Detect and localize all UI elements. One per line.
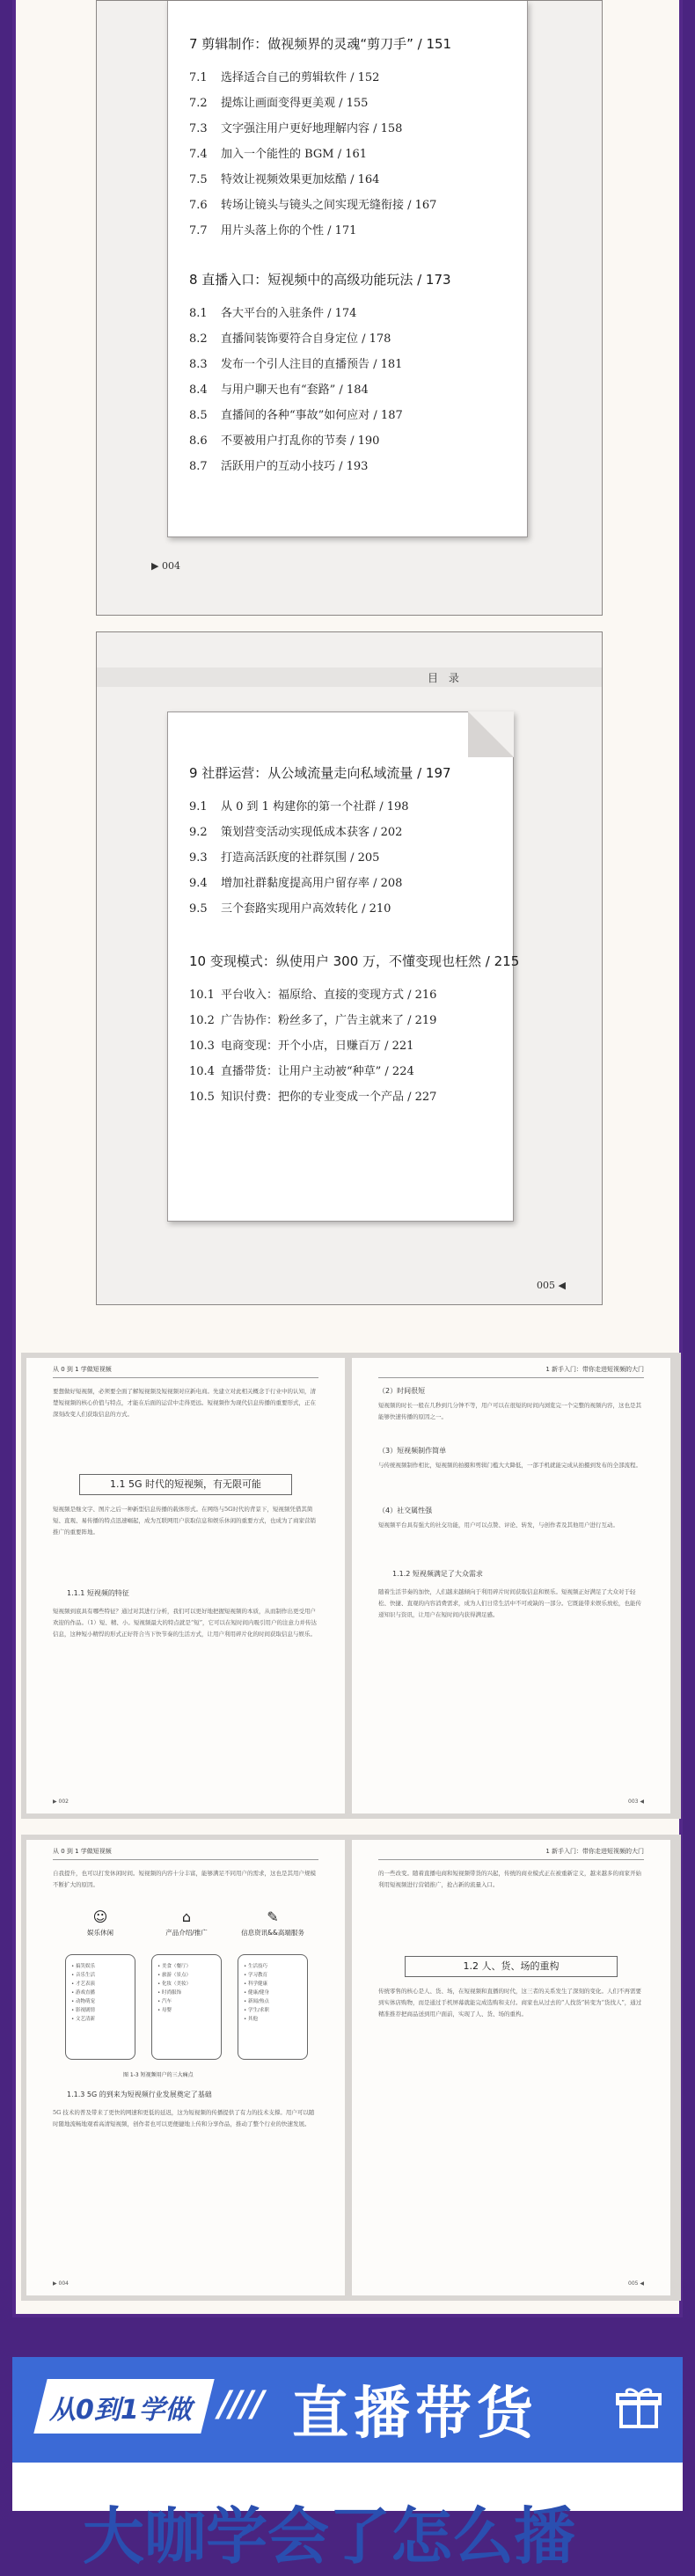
promo-banner: [0, 2317, 695, 2572]
figure-category-icon: ☺: [92, 1908, 108, 1925]
toc-entry: [189, 301, 518, 326]
toc-entry: [189, 794, 504, 820]
figure-category-item: • 母婴: [157, 2008, 172, 2013]
toc-entry: [189, 91, 518, 116]
toc-entry: [189, 65, 518, 91]
toc-entry: [189, 896, 504, 922]
figure-category-box: [238, 1954, 308, 2060]
figure-category-box: [151, 1954, 222, 2060]
figure-category-item: • 美食（餐厅）: [157, 1964, 191, 1969]
book-spread-2: [21, 1835, 681, 2301]
figure-category-item: • 汽车: [157, 1999, 172, 2004]
figure-category-icon: ✎: [267, 1908, 279, 1925]
toc-entry: [189, 428, 518, 454]
toc-entry-number: 7.5: [189, 173, 208, 186]
toc-entry: [189, 982, 504, 1008]
list-item: （2）时间很短: [378, 1387, 426, 1395]
toc-entry-number: 9.3: [189, 851, 208, 865]
toc-entry-title: 从 0 到 1 构建你的第一个社群 / 198: [221, 800, 409, 814]
running-header: 1 新手入门：带你走进短视频的大门: [545, 1848, 644, 1855]
figure-category-title: 信息资讯&&高端服务: [241, 1929, 304, 1937]
body-text: 短视频是继文字、图片之后一种新型信息传播的载体形式。在网络与5G时代的背景下，短视频凭借其简短、直观、易传播的特点迅速崛起，成为互联网用户获取信息和娱乐休闲的重要方式，也成为了商家营销推广的重要阵地。: [53, 1506, 316, 1536]
page-fold-icon: [468, 712, 514, 757]
toc-entry-number: 8.6: [189, 434, 208, 448]
chapter-title: 8 直播入口：短视频中的高级功能玩法 / 173: [189, 272, 451, 288]
toc-entry-number: 8.5: [189, 409, 208, 422]
toc-entry-title: 转场让镜头与镜头之间实现无缝衔接 / 167: [221, 199, 437, 212]
toc-entry-title: 各大平台的入驻条件 / 174: [221, 307, 357, 320]
toc-entry: [189, 1008, 504, 1033]
figure-category-item: • 健康/健身: [244, 1990, 269, 1996]
toc-entry-title: 活跃用户的互动小技巧 / 193: [221, 460, 369, 473]
toc-entry-number: 9.4: [189, 877, 208, 890]
toc-entry: [189, 1084, 504, 1110]
spread-right-page: [352, 1840, 670, 2295]
toc-entry-title: 打造高活跃度的社群氛围 / 205: [221, 851, 380, 865]
toc-page-004: [96, 0, 603, 616]
figure-category-item: • 动物萌宠: [71, 1999, 95, 2004]
running-header: 从 0 到 1 学做短视频: [53, 1366, 112, 1373]
figure-category-item: • 搞笑娱乐: [71, 1964, 95, 1969]
toc-card: [167, 1, 528, 537]
toc-entry-title: 文字强注用户更好地理解内容 / 158: [221, 122, 403, 135]
toc-entry-number: 8.2: [189, 332, 208, 346]
toc-entry: [189, 218, 518, 244]
toc-entry-title: 直播间的各种“事故”如何应对 / 187: [221, 409, 403, 422]
toc-list: [189, 34, 518, 479]
toc-entry: [189, 326, 518, 352]
toc-entry-title: 与用户聊天也有“套路” / 184: [221, 383, 369, 397]
toc-entry-number: 9.2: [189, 826, 208, 839]
body-text: 随着生活节奏的加快，人们越来越倾向于利用碎片时间获取信息和娱乐。短视频正好满足了大众对于轻松、快捷、直观的内容消费需求，成为人们日常生活中不可或缺的一部分。它既能带来娱乐放松，也能传递知识与资讯，让用户在短时间内获得满足感。: [378, 1588, 641, 1618]
toc-entry: [189, 845, 504, 871]
toc-entry: [189, 1059, 504, 1084]
chapter-title: 7 剪辑制作：做视频界的灵魂“剪刀手” / 151: [189, 36, 452, 52]
figure-category-item: • 文艺清新: [71, 2017, 95, 2022]
spread-left-page: [26, 1358, 345, 1813]
toc-entry: [189, 454, 518, 479]
toc-header: 目 录: [428, 672, 463, 684]
page-number: ▶ 004: [53, 2280, 69, 2287]
banner-bottom: [12, 2463, 683, 2572]
body-text: 要想做好短视频，必须要全面了解短视频及短视频对应新电商。先建立对此相关概念于行业中的认知，清楚短视频的核心价值与特点，才能在后面的运营中走得更远。短视频作为现代信息传播的重要形式，正在深刻改变人们获取信息的方式。: [53, 1388, 316, 1418]
toc-entry-number: 8.1: [189, 307, 208, 320]
figure-category-item: • 学生/求职: [244, 2008, 269, 2013]
toc-entry: [189, 142, 518, 167]
book-preview-frame: [12, 0, 683, 2317]
toc-entry-number: 9.1: [189, 800, 208, 814]
body-text: 短视频平台具有强大的社交功能，用户可以点赞、评论、转发，与创作者及其他用户进行互动。: [378, 1522, 618, 1529]
toc-entry: [189, 116, 518, 142]
toc-entry-title: 策划营变活动实现低成本获客 / 202: [221, 826, 403, 839]
toc-card: [167, 712, 520, 1222]
figure-category-item: • 新闻/热点: [244, 1999, 269, 2004]
toc-entry-title: 三个套路实现用户高效转化 / 210: [221, 902, 391, 916]
spread-right-page: [352, 1358, 670, 1813]
body-text: 短视频到底具有哪些特征？通过对其进行分析，我们可以更好地把握短视频的本质，从而制作出更受用户欢迎的作品。（1）短、精、小。短视频最大的特点就是“短”，它可以在短时间内吸引用户的注意力并传达信息，这种短小精悍的形式正好符合当下快节奏的生活方式，让用户利用碎片化的时间获取信息与娱乐。: [53, 1608, 318, 1638]
toc-entry-number: 10.1: [189, 989, 215, 1002]
book-spread-1: [21, 1353, 681, 1819]
banner-tag: 从0到1学做: [49, 2395, 192, 2426]
toc-entry: [189, 167, 518, 193]
toc-entry-title: 选择适合自己的剪辑软件 / 152: [221, 71, 380, 84]
toc-entry: [189, 1033, 504, 1059]
toc-entry-number: 8.4: [189, 383, 208, 397]
section-title: 1.1 5G 时代的短视频，有无限可能: [79, 1474, 292, 1495]
figure-category-box: [65, 1954, 135, 2060]
figure-category-title: 产品介绍/推广: [165, 1929, 208, 1937]
figure-category-item: • 旅游（景点）: [157, 1973, 191, 1978]
figure-category-title: 娱乐休闲: [87, 1929, 113, 1937]
figure-category-item: • 学习教育: [244, 1973, 267, 1978]
spread-left-page: [26, 1840, 345, 2295]
toc-entry-title: 加入一个能性的 BGM / 161: [221, 148, 368, 161]
list-item: （4）社交属性强: [378, 1507, 433, 1514]
page-number: ▶ 004: [151, 560, 180, 572]
subsection-title: 1.1.3 5G 的到来为短视频行业发展奠定了基础: [67, 2091, 212, 2098]
figure-category-item: • 其他: [244, 2017, 258, 2022]
toc-entry-number: 10.2: [189, 1014, 215, 1027]
toc-entry-number: 7.7: [189, 224, 208, 237]
banner-slashes: ////: [218, 2384, 263, 2425]
banner-bottom-text: 大咖学会了怎么播: [83, 2500, 575, 2572]
toc-entry-title: 直播带货：让用户主动被“种草” / 224: [221, 1065, 414, 1078]
toc-entry-number: 10.4: [189, 1065, 215, 1078]
toc-entry-title: 用片头落上你的个性 / 171: [221, 224, 357, 237]
body-text: 传统零售的核心是人、货、场，在短视频和直播的时代，这三者的关系发生了深刻的变化。人们不再需要到实体店购物，而是通过手机屏幕就能完成选购和支付。商家也从过去的“人找货”转变为“货找人”，通过精准推荐把商品送到用户面前，实现了人、货、场的重构。: [378, 1988, 642, 2018]
figure-category-item: • 影视剧情: [71, 2008, 95, 2013]
running-header: 1 新手入门：带你走进短视频的大门: [545, 1366, 644, 1373]
toc-entry-number: 7.1: [189, 71, 208, 84]
toc-entry: [189, 352, 518, 377]
body-text: 的一些改变。随着直播电商和短视频带货的兴起，传统的商业模式正在被重新定义，越来越多的商家开始利用短视频进行营销推广，抢占新的流量入口。: [378, 1870, 641, 1888]
figure-category-item: • 才艺表演: [71, 1981, 95, 1987]
toc-entry-title: 知识付费：把你的专业变成一个产品 / 227: [221, 1091, 437, 1104]
page-number: 005 ◀: [537, 1280, 566, 1291]
toc-entry-number: 7.6: [189, 199, 208, 212]
gift-icon: [616, 2384, 662, 2430]
toc-entry: [189, 820, 504, 845]
toc-entry: [189, 377, 518, 403]
list-item: （3）短视频制作简单: [378, 1447, 447, 1455]
figure-category-item: • 生活技巧: [244, 1964, 267, 1969]
figure-category-item: • 游戏直播: [71, 1990, 95, 1996]
toc-entry: [189, 403, 518, 428]
toc-entry: [189, 193, 518, 218]
toc-entry-number: 10.5: [189, 1091, 215, 1104]
banner-title: 直播带货: [292, 2382, 538, 2447]
figure-category-item: • 化妆（美妆）: [157, 1981, 191, 1987]
toc-entry-title: 电商变现：开个小店，日赚百万 / 221: [221, 1040, 414, 1053]
toc-entry-title: 特效让视频效果更加炫酷 / 164: [221, 173, 380, 186]
toc-entry-title: 直播间装饰要符合自身定位 / 178: [221, 332, 391, 346]
page-number: 005 ◀: [628, 2280, 644, 2287]
running-header: 从 0 到 1 学做短视频: [53, 1848, 112, 1855]
figure-category-icon: ⌂: [181, 1908, 192, 1925]
toc-entry-number: 9.5: [189, 902, 208, 916]
figure-category-item: • 时尚服饰: [157, 1990, 181, 1996]
figure-caption: 图 1-3 短视频用户的三大痛点: [123, 2072, 194, 2078]
toc-page-005: [96, 631, 603, 1305]
chapter-title: 9 社群运营：从公域流量走向私域流量 / 197: [189, 765, 451, 781]
toc-entry-number: 7.2: [189, 97, 208, 110]
toc-entry-title: 广告协作：粉丝多了，广告主就来了 / 219: [221, 1014, 437, 1027]
toc-entry-number: 8.7: [189, 460, 208, 473]
body-text: 5G 技术的普及带来了更快的网速和更低的延迟，这为短视频的传播提供了有力的技术支撑。用户可以随时随地流畅地观看高清短视频，创作者也可以更便捷地上传和分享作品，推动了整个行业的快速发展。: [53, 2109, 315, 2127]
toc-entry-title: 提炼让画面变得更美观 / 155: [221, 97, 369, 110]
chapter-title: 10 变现模式：纵使用户 300 万，不懂变现也枉然 / 215: [189, 953, 520, 969]
toc-entry-number: 7.4: [189, 148, 208, 161]
toc-entry-number: 10.3: [189, 1040, 215, 1053]
toc-list: [189, 763, 520, 1110]
subsection-title: 1.1.1 短视频的特征: [67, 1589, 129, 1597]
toc-entry-title: 发布一个引人注目的直播预告 / 181: [221, 358, 403, 371]
toc-entry-title: 不要被用户打乱你的节奏 / 190: [221, 434, 380, 448]
body-text: 短视频的时长一般在几秒到几分钟不等，用户可以在很短的时间内浏览完一个完整的视频内容，这也是其能够快速传播的原因之一。: [378, 1402, 641, 1420]
toc-entry-title: 平台收入：福原给、直接的变现方式 / 216: [221, 989, 437, 1002]
figure-category-item: • 音乐生活: [71, 1973, 95, 1978]
body-text: 与传统视频制作相比，短视频的拍摄和剪辑门槛大大降低，一部手机就能完成从拍摄到发布的全部流程。: [378, 1462, 641, 1469]
toc-entry-number: 8.3: [189, 358, 208, 371]
section-title: 1.2 人、货、场的重构: [405, 1956, 618, 1977]
toc-header-bar: [97, 668, 602, 687]
page-number: 003 ◀: [628, 1799, 644, 1805]
figure-category-item: • 科学健康: [244, 1981, 267, 1987]
toc-entry-number: 7.3: [189, 122, 208, 135]
page-number: ▶ 002: [53, 1799, 69, 1805]
toc-entry-title: 增加社群黏度提高用户留存率 / 208: [221, 877, 403, 890]
toc-entry: [189, 871, 504, 896]
body-text: 自我提升，也可以打发休闲时间。短视频的内容十分丰富，能够满足不同用户的需求，这也是其用户规模不断扩大的原因。: [53, 1870, 316, 1888]
subsection-title: 1.1.2 短视频满足了大众需求: [392, 1570, 483, 1578]
